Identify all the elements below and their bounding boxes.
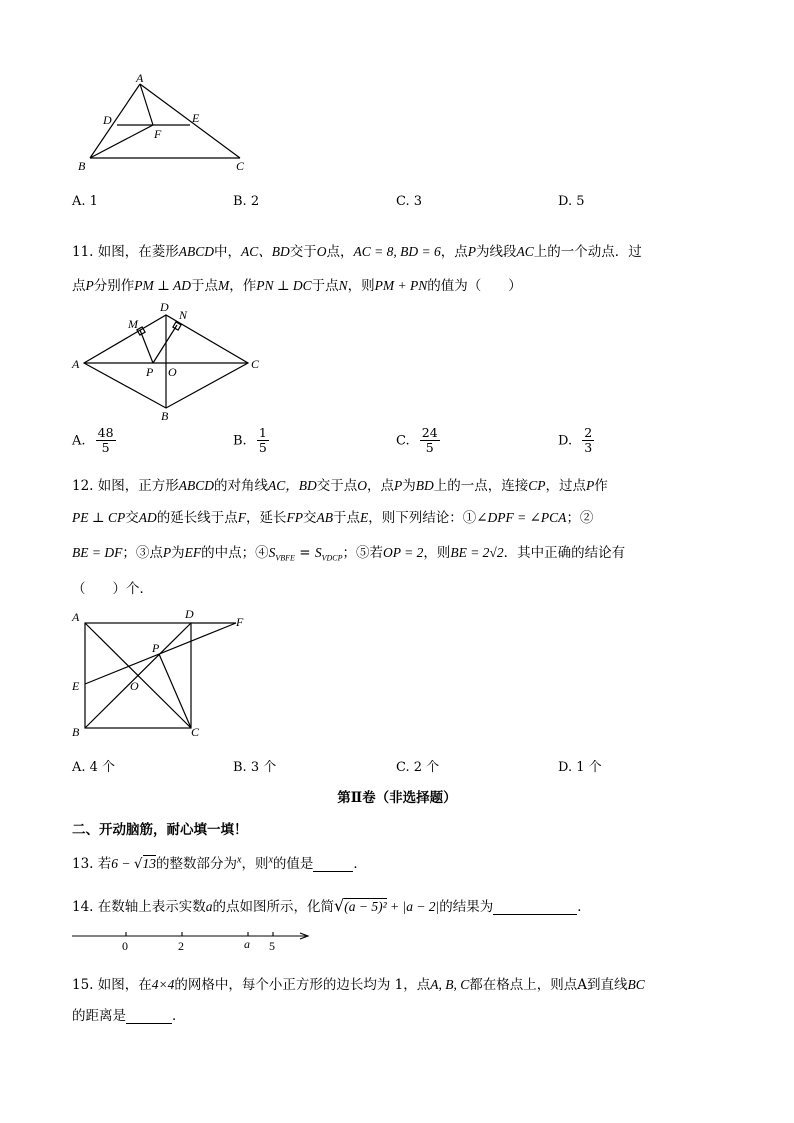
fig10-label-b: B [78,159,86,173]
q12-text: 交 [125,510,139,526]
fig11-label-d: D [160,300,169,314]
q12-abcd: ABCD [178,478,215,493]
q12-text: 于点 [332,510,360,526]
q14-text: ． [577,899,591,915]
q11-ac-bd: AC、BD [241,244,290,259]
q12-s1: S [268,545,276,560]
q15-text: ． [172,1008,186,1024]
number-line [70,926,320,954]
q12-text: ，则下列结论：① [368,510,477,526]
q15-text: 都在格点上，则点 [469,977,578,993]
q12-option-a: A. 4 个 [72,760,116,775]
q12-text: 的延长线于点 [156,510,238,526]
q15-points: A, B, C [430,977,470,992]
tick-0: 0 [122,939,128,953]
q13-x: x [268,854,273,866]
q12-f: F [237,510,246,525]
q15-text: 的网格中，每个小正方形的边长均为 1，点 [174,977,431,993]
q11-text: 于点 [311,278,339,294]
q12-text: 交于点 [316,478,358,494]
q13-expr: 6 − [111,856,134,871]
q12-ad: AD [138,510,157,525]
tick-5: 5 [269,939,275,953]
sqrt-symbol: √ [133,856,143,872]
denominator: 5 [425,440,434,456]
q14-a: a [205,899,213,914]
q12-fp: FP [286,510,303,525]
fig12-label-p: P [152,641,160,655]
q13-text: ，则 [241,856,269,872]
q15-bc: BC [627,977,645,992]
q12-text: ，则 [423,545,451,561]
fig11-label-b: B [161,409,169,423]
fig12-label-e: E [72,679,80,693]
denominator: 3 [584,440,593,456]
q12-text: 12. 如图，正方形 [72,478,179,494]
denominator: 5 [258,440,267,456]
fig11-label-c: C [251,357,260,371]
q12-be-df: BE = DF [72,545,123,560]
q11-n: N [338,278,348,293]
q13-x: x [237,854,242,866]
fig10-label-f: F [154,127,162,141]
q11-abcd: ABCD [178,244,215,259]
q11-pn-perp-dc: PN ⊥ DC [256,278,312,293]
q11-option-b [233,426,269,456]
q12-e: E [359,510,369,525]
q12-text: 作 [594,478,608,494]
q12-text: ．其中正确的结论有 [503,545,626,561]
fig10-label-c: C [236,159,245,173]
q12-pe-perp-cp: PE ⊥ CP [72,510,126,525]
fig10-label-a: A [136,71,144,85]
q11-text: 的值为（ ） [427,278,522,294]
q11-o: O [316,244,327,259]
q11-text: 中， [214,244,242,260]
q15-grid: 4×4 [151,977,175,992]
q12-line-1 [72,474,608,494]
q11-p: P [85,278,94,293]
fraction [96,426,116,456]
q11-condition: AC = 8, BD = 6 [353,244,441,259]
q12-line-4: （ ）个． [72,581,153,597]
option-letter: D. [558,433,573,449]
q12-ef: EF [184,545,202,560]
q15-line-1 [72,973,645,993]
q12-option-b: B. 3 个 [233,760,277,775]
q14-line [72,895,591,915]
q12-text: ；③点 [122,545,163,561]
fig12-label-o: O [130,679,139,693]
q12-text: ，过点 [545,478,587,494]
q15-a: A [577,977,588,993]
q12-o: O [357,478,368,493]
fig11-label-n: N [179,308,188,322]
q11-p: P [467,244,476,259]
q12-ac-bd: AC，BD [268,478,317,493]
numerator: 1 [258,425,267,440]
q10-figure [70,70,260,175]
q14-text: 的结果为 [439,899,494,915]
q12-bd: BD [415,478,434,493]
q11-m: M [217,278,230,293]
q12-text: ；② [566,510,594,526]
q12-text: 上的一点，连接 [433,478,529,494]
q12-text: ，延长 [245,510,287,526]
q11-text: 点 [72,278,86,294]
q11-option-c [396,426,440,456]
q11-text: 上的一个动点．过 [533,244,642,260]
q13-line [72,852,367,872]
q13-text: 的值是 [272,856,314,872]
q12-text: 交 [302,510,317,526]
q10-option-c: C. 3 [396,194,423,209]
q12-option-d: D. 1 个 [558,760,602,775]
fig11-label-p: P [146,365,154,379]
q15-text: 15. 如图，在 [72,977,152,993]
q12-option-c: C. 2 个 [396,760,440,775]
q11-text: 为线段 [475,244,517,260]
option-letter: B. [233,433,247,449]
q11-text: 点， [326,244,354,260]
q12-p: P [162,545,172,560]
q12-ab: AB [316,510,333,525]
q12-eq: = [294,545,315,561]
fig11-label-m: M [128,317,138,331]
q12-text: 的中点；④ [201,545,269,561]
q11-option-a [72,426,116,456]
q11-text: 分别作 [93,278,135,294]
numerator: 24 [421,425,438,440]
sqrt-symbol: √ [334,896,345,915]
fig10-label-e: E [192,111,200,125]
q12-s2-sub: VDCP [321,553,343,563]
q13-text: 13. 若 [72,856,112,872]
q12-s1-sub: VBFE [275,553,295,563]
q12-cp: CP [528,478,546,493]
fig12-label-d: D [185,607,194,621]
q11-text: ，作 [229,278,257,294]
fraction [420,426,440,456]
q11-text: ，则 [347,278,375,294]
q11-text: 于点 [190,278,218,294]
q13-text: ． [353,856,367,872]
option-letter: A. [72,433,86,449]
q12-angle-eq: ∠DPF = ∠PCA [476,510,567,525]
q14-abs: + |a − 2| [386,899,440,914]
q14-radicand: (a − 5)² [344,899,387,914]
q11-pm-perp-ad: PM ⊥ AD [134,278,191,293]
q11-line-1 [72,240,642,260]
q10-option-b: B. 2 [233,194,260,209]
fig11-label-o: O [168,365,177,379]
q12-line-2 [72,506,593,526]
q14-text: 的点如图所示，化简 [212,899,335,915]
q12-s2: S [314,545,322,560]
tick-2: 2 [178,939,184,953]
fig10-label-d: D [103,113,112,127]
option-letter: C. [396,433,410,449]
q15-text: 到直线 [587,977,628,993]
fraction [582,426,594,456]
part2-title: 第Ⅱ卷（非选择题） [337,790,457,806]
q11-text: ，点 [440,244,468,260]
q10-option-a: A. 1 [72,194,98,209]
fig12-label-a: A [72,610,80,624]
q11-figure [66,298,276,423]
q11-sum: PM + PN [374,278,428,293]
answer-blank[interactable] [493,902,577,915]
q14-text: 14. 在数轴上表示实数 [72,899,206,915]
fig12-label-b: B [72,725,80,739]
answer-blank[interactable] [313,859,353,872]
q15-text: 的距离是 [72,1008,126,1024]
q12-text: 为 [402,478,416,494]
q11-line-2 [72,274,522,294]
q12-text: 的对角线 [214,478,269,494]
q12-be: BE = 2√2 [450,545,504,560]
q10-option-d: D. 5 [558,194,585,209]
q13-text: 的整数部分为 [156,856,237,872]
answer-blank[interactable] [126,1011,172,1024]
numerator: 2 [584,425,593,440]
q12-op: OP = 2 [382,545,424,560]
tick-a: a [244,937,250,951]
q12-text: 为 [171,545,185,561]
q12-text: ，点 [367,478,395,494]
q11-ac: AC [516,244,534,259]
fraction [257,426,269,456]
q11-text: 交于 [289,244,317,260]
numerator: 48 [97,425,114,440]
denominator: 5 [101,440,110,456]
fig12-label-c: C [191,725,200,739]
q11-text: 11. 如图，在菱形 [72,244,179,260]
q12-text: ；⑤若 [342,545,383,561]
q13-radicand: 13 [142,856,156,871]
q12-line-3 [72,541,625,563]
fig11-label-a: A [72,357,80,371]
section-heading: 二、开动脑筋，耐心填一填！ [72,822,248,838]
q12-p: P [394,478,403,493]
q12-figure [64,604,264,744]
q12-p: P [586,478,595,493]
fig12-label-f: F [236,615,244,629]
q11-option-d [558,426,594,456]
q15-line-2 [72,1004,186,1024]
